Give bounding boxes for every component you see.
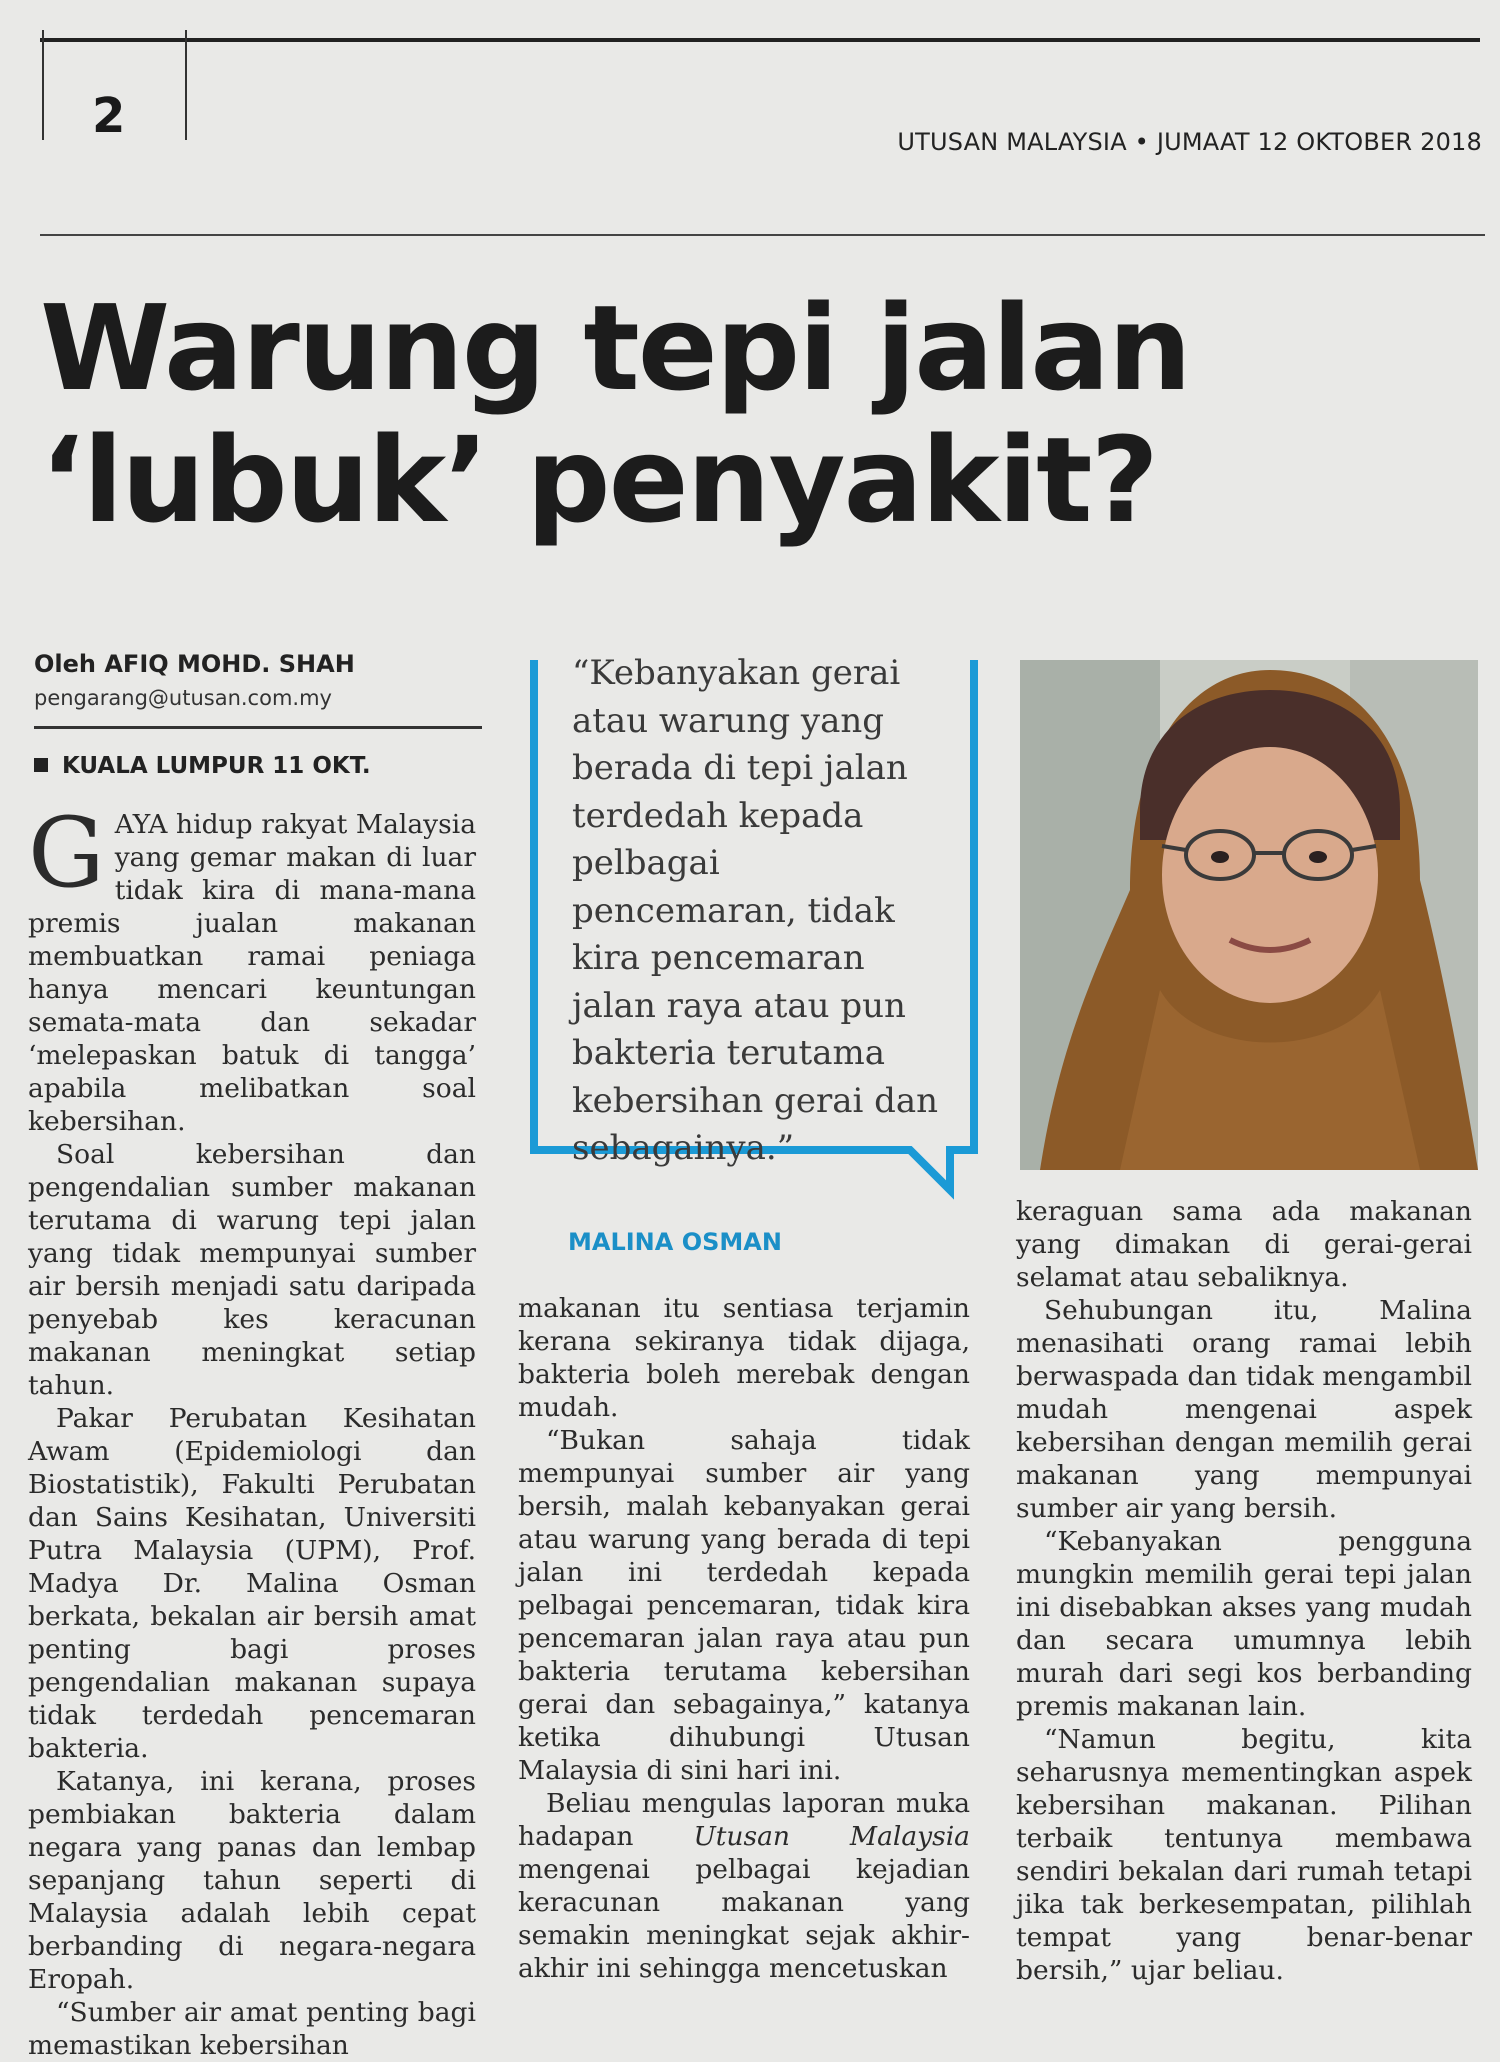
section-rule	[40, 234, 1485, 236]
square-bullet-icon	[34, 758, 48, 772]
article-column-3	[1016, 1195, 1472, 1987]
headline-line-1: Warung tepi jalan	[40, 279, 1190, 417]
publication-name: Utusan Malaysia	[693, 1821, 970, 1852]
headline-line-2: ‘lubuk’ penyakit?	[40, 411, 1157, 549]
paragraph-text: AYA hidup rakyat Malaysia yang gemar makan di luar tidak kira di mana-mana premis jualan makanan membuatkan ramai peniaga hanya mencari keuntungan semata-mata dan sekadar ‘melepaskan batuk di tangga’ apabila melibatkan soal kebersihan.	[28, 809, 476, 1137]
portrait-photo	[1020, 660, 1478, 1170]
masthead: UTUSAN MALAYSIA • JUMAAT 12 OKTOBER 2018	[897, 128, 1482, 156]
article-paragraph: “Namun begitu, kita seharusnya mementingkan aspek kebersihan makanan. Pilihan terbaik tentunya membawa sendiri bekalan dari rumah tetapi jika tak berkesempatan, pilihlah tempat yang benar-benar bersih,” ujar beliau.	[1016, 1724, 1472, 1986]
byline-rule	[34, 726, 482, 729]
article-paragraph	[28, 797, 476, 1138]
article-paragraph: keraguan sama ada makanan yang dimakan di gerai-gerai selamat atau sebaliknya.	[1016, 1196, 1472, 1293]
pull-quote-text: “Kebanyakan gerai atau warung yang berada di tepi jalan terdedah kepada pelbagai pencemaran, tidak kira pencemaran jalan raya atau pun bakteria terutama kebersihan gerai dan sebagainya.”	[572, 653, 939, 1168]
dateline	[34, 753, 371, 779]
article-paragraph	[518, 1787, 970, 1985]
article-paragraph: “Sumber air amat penting bagi memastikan kebersihan	[28, 1997, 476, 2061]
author-email: pengarang@utusan.com.my	[34, 686, 332, 710]
article-column-2	[518, 1292, 970, 1985]
pull-quote-attribution: MALINA OSMAN	[568, 1228, 782, 1256]
article-paragraph: “Bukan sahaja tidak mempunyai sumber air yang bersih, malah kebanyakan gerai atau warung yang berada di tepi jalan ini terdedah kepada pelbagai pencemaran, tidak kira pencemaran jalan raya atau pun bakteria terutama kebersihan gerai dan sebagainya,” katanya ketika dihubungi Utusan Malaysia di sini hari ini.	[518, 1425, 970, 1786]
article-paragraph: Katanya, ini kerana, proses pembiakan bakteria dalam negara yang panas dan lembap sepanjang tahun seperti di Malaysia adalah lebih cepat berbanding di negara-negara Eropah.	[28, 1766, 476, 1995]
byline: Oleh AFIQ MOHD. SHAH	[34, 650, 355, 678]
article-column-1	[28, 797, 476, 2062]
paragraph-text: mengenai pelbagai kejadian keracunan makanan yang semakin meningkat sejak akhir-akhir ini sehingga mencetuskan	[518, 1854, 970, 1984]
dateline-text: KUALA LUMPUR 11 OKT.	[62, 753, 371, 779]
article-paragraph: Pakar Perubatan Kesihatan Awam (Epidemiologi dan Biostatistik), Fakulti Perubatan dan Sains Kesihatan, Universiti Putra Malaysia (UPM), Prof. Madya Dr. Malina Osman berkata, bekalan air bersih amat penting bagi proses pengendalian makanan supaya tidak terdedah pencemaran bakteria.	[28, 1403, 476, 1764]
article-paragraph: Soal kebersihan dan pengendalian sumber makanan terutama di warung tepi jalan yang tidak mempunyai sumber air bersih menjadi satu daripada penyebab kes keracunan makanan meningkat setiap tahun.	[28, 1139, 476, 1401]
drop-cap: G	[28, 797, 105, 909]
paragraph-text: Beliau mengulas laporan muka hadapan	[518, 1788, 970, 1852]
top-rule	[40, 38, 1480, 42]
article-paragraph: Sehubungan itu, Malina menasihati orang ramai lebih berwaspada dan tidak mengambil mudah mengenai aspek kebersihan dengan memilih gerai makanan yang mempunyai sumber air yang bersih.	[1016, 1295, 1472, 1524]
article-paragraph: makanan itu sentiasa terjamin kerana sekiranya tidak dijaga, bakteria boleh merebak dengan mudah.	[518, 1293, 970, 1423]
headline	[40, 279, 1320, 549]
page-number: 2	[92, 88, 126, 144]
article-paragraph: “Kebanyakan pengguna mungkin memilih gerai tepi jalan ini disebabkan akses yang mudah dan secara umumnya lebih murah dari segi kos berbanding premis makanan lain.	[1016, 1526, 1472, 1722]
